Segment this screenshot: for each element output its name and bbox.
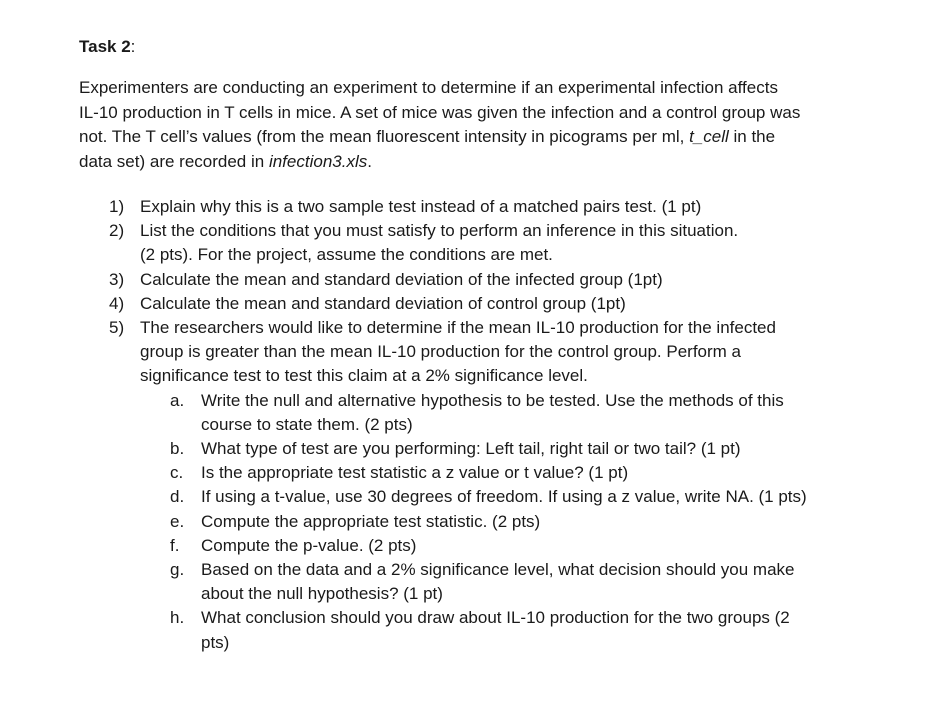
question-item (0, 195, 926, 219)
question-text: Explain why this is a two sample test instead of a matched pairs test. (1 pt) (140, 197, 702, 216)
question-number: 1) (109, 197, 125, 216)
subquestion-text: What type of test are you performing: Left tail, right tail or two tail? (1 pt) (201, 439, 741, 459)
subquestion-text: What conclusion should you draw about IL-10 production for the two groups (2 (201, 608, 790, 628)
subquestion-item (0, 461, 926, 485)
subquestion-letter: d. (170, 487, 185, 507)
subquestion-letter: e. (170, 511, 185, 531)
intro-paragraph (79, 76, 869, 174)
subquestion-letter: g. (170, 560, 185, 580)
subquestion-text: Based on the data and a 2% significance level, what decision should you make (201, 560, 795, 580)
subquestion-text: about the null hypothesis? (1 pt) (201, 584, 443, 604)
subquestion-item (0, 485, 926, 509)
question-text: List the conditions that you must satisfy to perform an inference in this situation. (140, 221, 739, 241)
file-name: infection3.xls (268, 151, 368, 171)
subquestion-item (0, 389, 926, 437)
question-number: 2) (109, 221, 125, 241)
subquestion-text: Is the appropriate test statistic a z value or t value? (1 pt) (201, 463, 629, 483)
intro-line-4 (79, 150, 869, 175)
subquestion-letter: h. (170, 608, 185, 628)
question-number: 4) (109, 293, 125, 313)
question-text: The researchers would like to determine if the mean IL-10 production for the infected (140, 318, 776, 338)
subquestion-text: Write the null and alternative hypothesis to be tested. Use the methods of this (201, 390, 784, 410)
intro-line-2: IL-10 production in T cells in mice. A set of mice was given the infection and a control group was (79, 102, 801, 122)
question-item (0, 292, 926, 316)
intro-line-3-tail: in the (728, 127, 776, 146)
intro-line-1: Experimenters are conducting an experiment to determine if an experimental infection affects (79, 78, 778, 97)
task-title-colon: : (130, 37, 136, 56)
question-text: Calculate the mean and standard deviation of control group (1pt) (140, 293, 626, 313)
subquestion-text: course to state them. (2 pts) (201, 414, 413, 434)
subquestion-text: Compute the appropriate test statistic. (2 pts) (201, 511, 541, 531)
question-number: 5) (109, 318, 125, 338)
intro-line-3-text: not. The T cell’s values (from the mean fluorescent intensity in picograms per ml, (79, 127, 690, 146)
subquestion-letter: f. (170, 535, 180, 555)
question-item (0, 219, 926, 267)
subquestion-text: If using a t-value, use 30 degrees of freedom. If using a z value, write NA. (1 pts) (201, 487, 807, 507)
question-text: group is greater than the mean IL-10 production for the control group. Perform a (140, 342, 742, 362)
task-title-text: Task 2 (79, 37, 131, 56)
question-number: 3) (109, 269, 125, 289)
intro-end-period: . (367, 151, 372, 171)
subquestion-item (0, 510, 926, 534)
variable-name: t_cell (689, 127, 729, 146)
question-text: significance test to test this claim at a 2% significance level. (140, 366, 588, 386)
subquestion-text: Compute the p-value. (2 pts) (201, 535, 417, 555)
question-item (0, 268, 926, 292)
question-text: (2 pts). For the project, assume the conditions are met. (140, 245, 553, 265)
subquestion-text: pts) (201, 632, 230, 652)
subquestion-item (0, 437, 926, 461)
subquestion-item (0, 534, 926, 558)
subquestion-item (0, 606, 926, 654)
subquestion-item (0, 558, 926, 606)
intro-line-3 (79, 125, 869, 150)
subquestion-letter: c. (170, 463, 184, 483)
subquestion-letter: a. (170, 390, 185, 410)
intro-line-4-text: data set) are recorded in (79, 151, 269, 171)
subquestion-letter: b. (170, 439, 185, 459)
question-item (0, 316, 926, 389)
question-list (0, 195, 926, 655)
question-text: Calculate the mean and standard deviation of the infected group (1pt) (140, 269, 663, 289)
task-title (79, 36, 135, 58)
